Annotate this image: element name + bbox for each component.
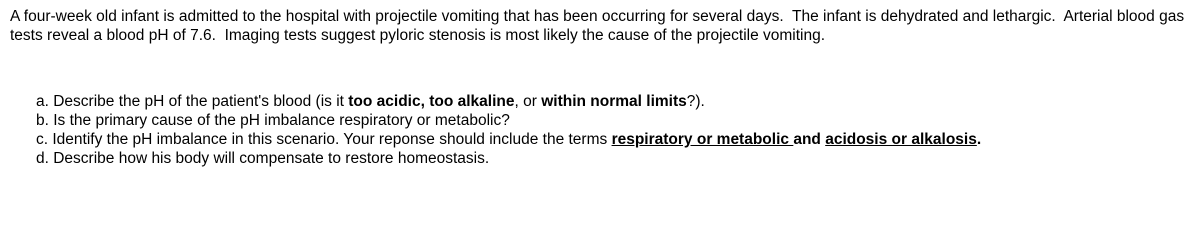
question-c-term-respiratory-metabolic: respiratory or metabolic [611, 131, 794, 148]
question-c-suffix: . [976, 131, 982, 148]
scenario-sentence-4: Imaging tests suggest pyloric stenosis is most likely the cause of the projectile vomiting. [224, 27, 826, 44]
scenario-sentence-1: A four-week old infant is admitted to the hospital with projectile vomiting that has been occurring for several days. [10, 8, 784, 25]
question-b: b. Is the primary cause of the pH imbalance respiratory or metabolic? [36, 112, 510, 129]
question-a-prefix: a. Describe the pH of the patient's blood (is it [36, 93, 349, 110]
question-a-middle: , or [514, 93, 542, 110]
question-a-bold-normal: within normal limits [541, 93, 687, 110]
question-a [36, 92, 1186, 111]
question-c [36, 130, 1186, 149]
question-c-middle: and [793, 131, 826, 148]
question-a-bold-options: too acidic, too alkaline [348, 93, 515, 110]
scenario-sentence-3: Arterial blood gas tests reveal a blood pH of 7.6. [10, 8, 1185, 44]
question-d: d. Describe how his body will compensate to restore homeostasis. [36, 150, 490, 167]
question-list [36, 92, 1186, 168]
question-a-suffix: ?). [686, 93, 705, 110]
scenario-paragraph [10, 7, 1190, 45]
scenario-sentence-2: The infant is dehydrated and lethargic. [792, 8, 1056, 25]
question-c-term-acidosis-alkalosis: acidosis or alkalosis [825, 131, 977, 148]
question-c-prefix: c. Identify the pH imbalance in this scenario. Your reponse should include the terms [36, 131, 612, 148]
